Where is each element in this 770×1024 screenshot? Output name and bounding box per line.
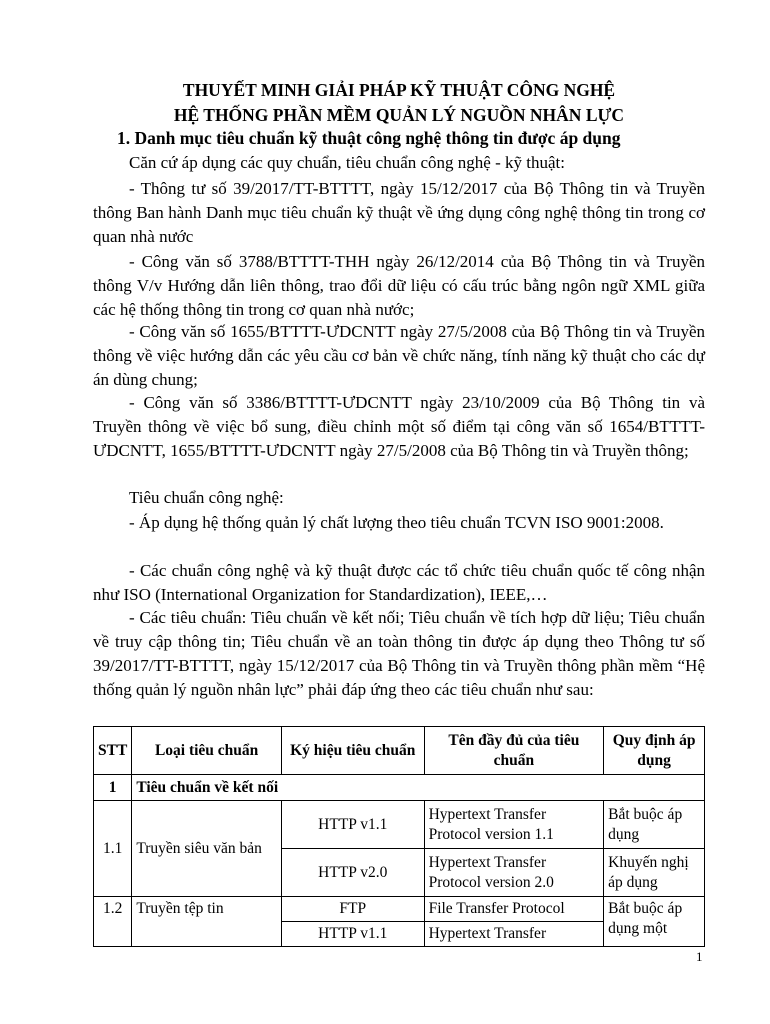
table-row (94, 801, 705, 849)
paragraph: - Các tiêu chuẩn: Tiêu chuẩn về kết nối; Tiêu chuẩn về tích hợp dữ liệu; Tiêu chuẩn về truy cập thông tin; Tiêu chuẩn về an toàn thông tin được áp dụng theo Thông tư số 39/2017/TT-BTTTT, ngày 15/12/2017 của Bộ Thông tin và Truyền thông phần mềm “Hệ thống quản lý nguồn nhân lực” phải đáp ứng theo các tiêu chuẩn như sau: (93, 608, 705, 699)
paragraph: - Áp dụng hệ thống quản lý chất lượng theo tiêu chuẩn TCVN ISO 9001:2008. (129, 513, 664, 532)
header-code: Ký hiệu tiêu chuẩn (281, 727, 424, 775)
paragraph: - Thông tư số 39/2017/TT-BTTTT, ngày 15/12/2017 của Bộ Thông tin và Truyền thông Ban hành Danh mục tiêu chuẩn kỹ thuật về ứng dụng công nghệ thông tin trong cơ quan nhà nước (93, 179, 705, 246)
row-name: Hypertext Transfer (424, 922, 604, 947)
group-label: Tiêu chuẩn về kết nối (132, 775, 705, 801)
group-stt: 1 (94, 775, 132, 801)
document-title-line2: HỆ THỐNG PHẦN MỀM QUẢN LÝ NGUỒN NHÂN LỰC (173, 105, 625, 125)
row-name: File Transfer Protocol (424, 897, 604, 922)
header-name: Tên đầy đủ của tiêu chuẩn (424, 727, 604, 775)
document-title-line1: THUYẾT MINH GIẢI PHÁP KỸ THUẬT CÔNG NGHỆ (182, 80, 616, 100)
row-code: HTTP v2.0 (281, 849, 424, 897)
row-code: FTP (281, 897, 424, 922)
table-row (94, 897, 705, 922)
header-rule: Quy định áp dụng (604, 727, 705, 775)
standards-table (93, 726, 705, 947)
paragraph: Căn cứ áp dụng các quy chuẩn, tiêu chuẩn công nghệ - kỹ thuật: (129, 153, 565, 172)
paragraph: - Công văn số 3386/BTTTT-ƯDCNTT ngày 23/10/2009 của Bộ Thông tin và Truyền thông về việc bổ sung, điều chỉnh một số điểm tại công văn số 1654/BTTTT-ƯDCNTT, 1655/BTTTT-ƯDCNTT ngày 27/5/2008 của Bộ Thông tin và Truyền thông; (93, 393, 705, 460)
row-name: Hypertext Transfer Protocol version 1.1 (424, 801, 604, 849)
paragraph: Tiêu chuẩn công nghệ: (129, 488, 284, 507)
row-stt: 1.1 (94, 801, 132, 897)
row-rule: Bắt buộc áp dụng một (604, 897, 705, 947)
row-name: Hypertext Transfer Protocol version 2.0 (424, 849, 604, 897)
table-header-row (94, 727, 705, 775)
paragraph: - Các chuẩn công nghệ và kỹ thuật được các tổ chức tiêu chuẩn quốc tế công nhận như ISO (International Organization for Standardization), IEEE,… (93, 561, 705, 604)
section-heading: 1. Danh mục tiêu chuẩn kỹ thuật công nghệ thông tin được áp dụng (117, 128, 621, 148)
row-type: Truyền siêu văn bản (132, 801, 282, 897)
row-code: HTTP v1.1 (281, 801, 424, 849)
table-row (94, 775, 705, 801)
header-stt: STT (94, 727, 132, 775)
page-number: 1 (696, 949, 703, 964)
paragraph: - Công văn số 1655/BTTTT-ƯDCNTT ngày 27/5/2008 của Bộ Thông tin và Truyền thông về việc hướng dẫn các yêu cầu cơ bản về chức năng, tính năng kỹ thuật cho các dự án dùng chung; (93, 322, 705, 389)
row-rule: Khuyến nghị áp dụng (604, 849, 705, 897)
row-stt: 1.2 (94, 897, 132, 947)
row-rule: Bắt buộc áp dụng (604, 801, 705, 849)
row-type: Truyền tệp tin (132, 897, 282, 947)
paragraph: - Công văn số 3788/BTTTT-THH ngày 26/12/2014 của Bộ Thông tin và Truyền thông V/v Hướng dẫn liên thông, trao đổi dữ liệu có cấu trúc bằng ngôn ngữ XML giữa các hệ thống thông tin trong cơ quan nhà nước; (93, 252, 705, 319)
header-type: Loại tiêu chuẩn (132, 727, 282, 775)
row-code: HTTP v1.1 (281, 922, 424, 947)
